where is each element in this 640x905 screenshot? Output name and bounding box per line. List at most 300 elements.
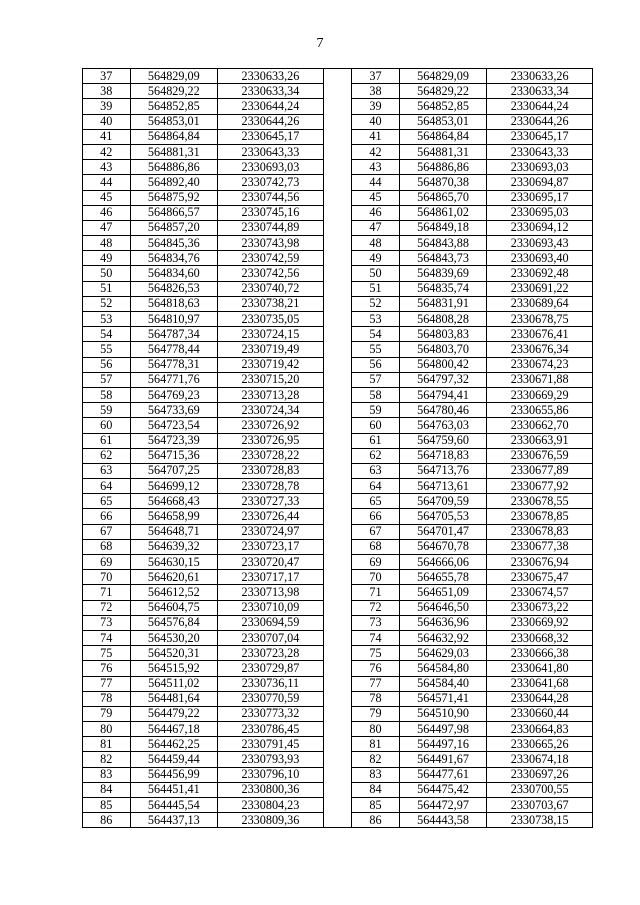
right-point-number-cell: 42: [352, 144, 400, 159]
left-y-coordinate-cell: 2330742,56: [218, 266, 324, 281]
right-y-coordinate-cell: 2330694,12: [487, 220, 593, 235]
right-x-coordinate-cell: 564497,98: [399, 722, 487, 737]
table-row: [83, 327, 593, 342]
right-y-coordinate-cell: 2330697,26: [487, 767, 593, 782]
left-x-coordinate-cell: 564479,22: [130, 706, 218, 721]
left-x-coordinate-cell: 564875,92: [130, 190, 218, 205]
right-y-coordinate-cell: 2330692,48: [487, 266, 593, 281]
table-row: [83, 585, 593, 600]
left-x-coordinate-cell: 564866,57: [130, 205, 218, 220]
right-y-coordinate-cell: 2330633,34: [487, 84, 593, 99]
right-point-number-cell: 37: [352, 69, 400, 84]
left-y-coordinate-cell: 2330735,05: [218, 312, 324, 327]
left-y-coordinate-cell: 2330717,17: [218, 570, 324, 585]
left-point-number-cell: 37: [83, 69, 131, 84]
right-y-coordinate-cell: 2330665,26: [487, 737, 593, 752]
column-gap: [323, 646, 352, 661]
left-y-coordinate-cell: 2330713,28: [218, 387, 324, 402]
left-y-coordinate-cell: 2330728,83: [218, 463, 324, 478]
right-y-coordinate-cell: 2330668,32: [487, 630, 593, 645]
table-row: [83, 767, 593, 782]
left-y-coordinate-cell: 2330693,03: [218, 160, 324, 175]
right-point-number-cell: 76: [352, 661, 400, 676]
right-y-coordinate-cell: 2330678,75: [487, 312, 593, 327]
right-y-coordinate-cell: 2330671,88: [487, 372, 593, 387]
table-row: [83, 99, 593, 114]
left-point-number-cell: 52: [83, 296, 131, 311]
column-gap: [323, 630, 352, 645]
table-row: [83, 494, 593, 509]
table-row: [83, 676, 593, 691]
column-gap: [323, 342, 352, 357]
right-point-number-cell: 53: [352, 312, 400, 327]
left-point-number-cell: 45: [83, 190, 131, 205]
right-point-number-cell: 60: [352, 418, 400, 433]
left-y-coordinate-cell: 2330633,34: [218, 84, 324, 99]
column-gap: [323, 84, 352, 99]
column-gap: [323, 433, 352, 448]
left-x-coordinate-cell: 564576,84: [130, 615, 218, 630]
table-row: [83, 752, 593, 767]
column-gap: [323, 220, 352, 235]
right-point-number-cell: 71: [352, 585, 400, 600]
right-y-coordinate-cell: 2330677,92: [487, 479, 593, 494]
column-gap: [323, 524, 352, 539]
right-point-number-cell: 46: [352, 205, 400, 220]
table-row: [83, 479, 593, 494]
column-gap: [323, 798, 352, 813]
right-point-number-cell: 39: [352, 99, 400, 114]
column-gap: [323, 160, 352, 175]
column-gap: [323, 190, 352, 205]
right-point-number-cell: 43: [352, 160, 400, 175]
left-point-number-cell: 86: [83, 813, 131, 828]
right-point-number-cell: 79: [352, 706, 400, 721]
left-x-coordinate-cell: 564733,69: [130, 403, 218, 418]
right-y-coordinate-cell: 2330644,26: [487, 114, 593, 129]
right-y-coordinate-cell: 2330676,41: [487, 327, 593, 342]
left-point-number-cell: 67: [83, 524, 131, 539]
left-point-number-cell: 63: [83, 463, 131, 478]
left-y-coordinate-cell: 2330729,87: [218, 661, 324, 676]
left-y-coordinate-cell: 2330740,72: [218, 281, 324, 296]
right-x-coordinate-cell: 564759,60: [399, 433, 487, 448]
right-y-coordinate-cell: 2330693,40: [487, 251, 593, 266]
right-point-number-cell: 72: [352, 600, 400, 615]
right-y-coordinate-cell: 2330674,57: [487, 585, 593, 600]
column-gap: [323, 69, 352, 84]
column-gap: [323, 266, 352, 281]
right-point-number-cell: 86: [352, 813, 400, 828]
right-point-number-cell: 57: [352, 372, 400, 387]
left-point-number-cell: 54: [83, 327, 131, 342]
left-point-number-cell: 47: [83, 220, 131, 235]
right-point-number-cell: 49: [352, 251, 400, 266]
left-y-coordinate-cell: 2330738,21: [218, 296, 324, 311]
right-x-coordinate-cell: 564864,84: [399, 129, 487, 144]
table-row: [83, 296, 593, 311]
table-row: [83, 706, 593, 721]
left-point-number-cell: 46: [83, 205, 131, 220]
right-x-coordinate-cell: 564709,59: [399, 494, 487, 509]
right-x-coordinate-cell: 564829,22: [399, 84, 487, 99]
left-x-coordinate-cell: 564826,53: [130, 281, 218, 296]
right-point-number-cell: 45: [352, 190, 400, 205]
right-x-coordinate-cell: 564510,90: [399, 706, 487, 721]
left-y-coordinate-cell: 2330728,22: [218, 448, 324, 463]
right-point-number-cell: 81: [352, 737, 400, 752]
right-point-number-cell: 38: [352, 84, 400, 99]
right-x-coordinate-cell: 564629,03: [399, 646, 487, 661]
right-y-coordinate-cell: 2330666,38: [487, 646, 593, 661]
left-y-coordinate-cell: 2330707,04: [218, 630, 324, 645]
column-gap: [323, 494, 352, 509]
right-y-coordinate-cell: 2330700,55: [487, 782, 593, 797]
right-x-coordinate-cell: 564666,06: [399, 555, 487, 570]
left-point-number-cell: 56: [83, 357, 131, 372]
right-y-coordinate-cell: 2330695,17: [487, 190, 593, 205]
table-row: [83, 570, 593, 585]
left-x-coordinate-cell: 564852,85: [130, 99, 218, 114]
right-y-coordinate-cell: 2330655,86: [487, 403, 593, 418]
right-point-number-cell: 64: [352, 479, 400, 494]
column-gap: [323, 114, 352, 129]
left-point-number-cell: 40: [83, 114, 131, 129]
right-point-number-cell: 40: [352, 114, 400, 129]
left-x-coordinate-cell: 564818,63: [130, 296, 218, 311]
left-point-number-cell: 74: [83, 630, 131, 645]
left-y-coordinate-cell: 2330796,10: [218, 767, 324, 782]
right-point-number-cell: 85: [352, 798, 400, 813]
right-x-coordinate-cell: 564584,40: [399, 676, 487, 691]
column-gap: [323, 129, 352, 144]
left-x-coordinate-cell: 564787,34: [130, 327, 218, 342]
table-row: [83, 555, 593, 570]
table-row: [83, 387, 593, 402]
right-x-coordinate-cell: 564870,38: [399, 175, 487, 190]
right-point-number-cell: 55: [352, 342, 400, 357]
right-x-coordinate-cell: 564651,09: [399, 585, 487, 600]
right-x-coordinate-cell: 564491,67: [399, 752, 487, 767]
left-point-number-cell: 49: [83, 251, 131, 266]
left-point-number-cell: 60: [83, 418, 131, 433]
left-x-coordinate-cell: 564707,25: [130, 463, 218, 478]
right-x-coordinate-cell: 564800,42: [399, 357, 487, 372]
column-gap: [323, 296, 352, 311]
right-x-coordinate-cell: 564571,41: [399, 691, 487, 706]
column-gap: [323, 600, 352, 615]
table-row: [83, 342, 593, 357]
left-y-coordinate-cell: 2330809,36: [218, 813, 324, 828]
table-row: [83, 205, 593, 220]
left-point-number-cell: 42: [83, 144, 131, 159]
right-y-coordinate-cell: 2330676,59: [487, 448, 593, 463]
table-row: [83, 144, 593, 159]
right-point-number-cell: 56: [352, 357, 400, 372]
right-x-coordinate-cell: 564839,69: [399, 266, 487, 281]
right-x-coordinate-cell: 564803,70: [399, 342, 487, 357]
table-row: [83, 251, 593, 266]
column-gap: [323, 312, 352, 327]
column-gap: [323, 99, 352, 114]
left-x-coordinate-cell: 564771,76: [130, 372, 218, 387]
table-row: [83, 372, 593, 387]
right-point-number-cell: 62: [352, 448, 400, 463]
right-y-coordinate-cell: 2330644,28: [487, 691, 593, 706]
table-row: [83, 175, 593, 190]
table-row: [83, 630, 593, 645]
left-y-coordinate-cell: 2330745,16: [218, 205, 324, 220]
right-x-coordinate-cell: 564475,42: [399, 782, 487, 797]
right-y-coordinate-cell: 2330694,87: [487, 175, 593, 190]
column-gap: [323, 463, 352, 478]
right-y-coordinate-cell: 2330678,85: [487, 509, 593, 524]
left-x-coordinate-cell: 564620,61: [130, 570, 218, 585]
table-row: [83, 782, 593, 797]
left-point-number-cell: 44: [83, 175, 131, 190]
right-point-number-cell: 63: [352, 463, 400, 478]
left-point-number-cell: 43: [83, 160, 131, 175]
column-gap: [323, 691, 352, 706]
left-x-coordinate-cell: 564723,54: [130, 418, 218, 433]
column-gap: [323, 281, 352, 296]
right-y-coordinate-cell: 2330663,91: [487, 433, 593, 448]
right-point-number-cell: 59: [352, 403, 400, 418]
column-gap: [323, 509, 352, 524]
left-point-number-cell: 53: [83, 312, 131, 327]
left-point-number-cell: 61: [83, 433, 131, 448]
left-y-coordinate-cell: 2330770,59: [218, 691, 324, 706]
left-y-coordinate-cell: 2330742,73: [218, 175, 324, 190]
left-x-coordinate-cell: 564658,99: [130, 509, 218, 524]
left-y-coordinate-cell: 2330773,32: [218, 706, 324, 721]
left-point-number-cell: 39: [83, 99, 131, 114]
left-x-coordinate-cell: 564892,40: [130, 175, 218, 190]
left-point-number-cell: 51: [83, 281, 131, 296]
table-row: [83, 539, 593, 554]
table-row: [83, 509, 593, 524]
right-y-coordinate-cell: 2330678,83: [487, 524, 593, 539]
column-gap: [323, 752, 352, 767]
left-point-number-cell: 38: [83, 84, 131, 99]
column-gap: [323, 479, 352, 494]
column-gap: [323, 539, 352, 554]
right-y-coordinate-cell: 2330691,22: [487, 281, 593, 296]
right-x-coordinate-cell: 564843,88: [399, 236, 487, 251]
right-point-number-cell: 65: [352, 494, 400, 509]
table-row: [83, 69, 593, 84]
column-gap: [323, 205, 352, 220]
table-row: [83, 722, 593, 737]
right-x-coordinate-cell: 564497,16: [399, 737, 487, 752]
right-point-number-cell: 50: [352, 266, 400, 281]
left-x-coordinate-cell: 564451,41: [130, 782, 218, 797]
left-y-coordinate-cell: 2330710,09: [218, 600, 324, 615]
column-gap: [323, 661, 352, 676]
right-point-number-cell: 61: [352, 433, 400, 448]
left-y-coordinate-cell: 2330744,56: [218, 190, 324, 205]
right-x-coordinate-cell: 564477,61: [399, 767, 487, 782]
column-gap: [323, 357, 352, 372]
right-y-coordinate-cell: 2330693,43: [487, 236, 593, 251]
table-row: [83, 448, 593, 463]
right-point-number-cell: 77: [352, 676, 400, 691]
left-point-number-cell: 73: [83, 615, 131, 630]
right-x-coordinate-cell: 564829,09: [399, 69, 487, 84]
left-x-coordinate-cell: 564864,84: [130, 129, 218, 144]
left-y-coordinate-cell: 2330724,34: [218, 403, 324, 418]
left-point-number-cell: 84: [83, 782, 131, 797]
table-row: [83, 114, 593, 129]
left-point-number-cell: 79: [83, 706, 131, 721]
table-row: [83, 220, 593, 235]
right-x-coordinate-cell: 564632,92: [399, 630, 487, 645]
left-point-number-cell: 83: [83, 767, 131, 782]
right-point-number-cell: 70: [352, 570, 400, 585]
left-y-coordinate-cell: 2330723,28: [218, 646, 324, 661]
left-x-coordinate-cell: 564530,20: [130, 630, 218, 645]
right-x-coordinate-cell: 564843,73: [399, 251, 487, 266]
column-gap: [323, 387, 352, 402]
right-point-number-cell: 78: [352, 691, 400, 706]
table-row: [83, 190, 593, 205]
column-gap: [323, 722, 352, 737]
right-point-number-cell: 66: [352, 509, 400, 524]
right-y-coordinate-cell: 2330673,22: [487, 600, 593, 615]
right-y-coordinate-cell: 2330644,24: [487, 99, 593, 114]
right-x-coordinate-cell: 564835,74: [399, 281, 487, 296]
column-gap: [323, 615, 352, 630]
table-row: [83, 798, 593, 813]
left-x-coordinate-cell: 564829,09: [130, 69, 218, 84]
right-point-number-cell: 54: [352, 327, 400, 342]
right-x-coordinate-cell: 564797,32: [399, 372, 487, 387]
column-gap: [323, 175, 352, 190]
right-y-coordinate-cell: 2330703,67: [487, 798, 593, 813]
right-y-coordinate-cell: 2330677,38: [487, 539, 593, 554]
left-x-coordinate-cell: 564604,75: [130, 600, 218, 615]
left-y-coordinate-cell: 2330743,98: [218, 236, 324, 251]
left-point-number-cell: 66: [83, 509, 131, 524]
left-y-coordinate-cell: 2330719,42: [218, 357, 324, 372]
left-point-number-cell: 64: [83, 479, 131, 494]
right-x-coordinate-cell: 564705,53: [399, 509, 487, 524]
right-point-number-cell: 44: [352, 175, 400, 190]
right-x-coordinate-cell: 564794,41: [399, 387, 487, 402]
left-x-coordinate-cell: 564515,92: [130, 661, 218, 676]
right-y-coordinate-cell: 2330674,23: [487, 357, 593, 372]
right-x-coordinate-cell: 564670,78: [399, 539, 487, 554]
left-point-number-cell: 41: [83, 129, 131, 144]
left-x-coordinate-cell: 564810,97: [130, 312, 218, 327]
right-x-coordinate-cell: 564763,03: [399, 418, 487, 433]
left-y-coordinate-cell: 2330724,97: [218, 524, 324, 539]
right-y-coordinate-cell: 2330678,55: [487, 494, 593, 509]
column-gap: [323, 782, 352, 797]
table-row: [83, 615, 593, 630]
left-point-number-cell: 58: [83, 387, 131, 402]
right-y-coordinate-cell: 2330669,29: [487, 387, 593, 402]
left-y-coordinate-cell: 2330744,89: [218, 220, 324, 235]
right-point-number-cell: 68: [352, 539, 400, 554]
table-row: [83, 463, 593, 478]
left-x-coordinate-cell: 564778,44: [130, 342, 218, 357]
left-point-number-cell: 77: [83, 676, 131, 691]
left-point-number-cell: 57: [83, 372, 131, 387]
column-gap: [323, 448, 352, 463]
left-x-coordinate-cell: 564437,13: [130, 813, 218, 828]
left-y-coordinate-cell: 2330633,26: [218, 69, 324, 84]
right-y-coordinate-cell: 2330664,83: [487, 722, 593, 737]
left-point-number-cell: 70: [83, 570, 131, 585]
left-y-coordinate-cell: 2330643,33: [218, 144, 324, 159]
left-point-number-cell: 78: [83, 691, 131, 706]
left-x-coordinate-cell: 564715,36: [130, 448, 218, 463]
column-gap: [323, 813, 352, 828]
left-point-number-cell: 68: [83, 539, 131, 554]
right-y-coordinate-cell: 2330662,70: [487, 418, 593, 433]
left-point-number-cell: 48: [83, 236, 131, 251]
right-point-number-cell: 69: [352, 555, 400, 570]
table-row: [83, 661, 593, 676]
left-x-coordinate-cell: 564520,31: [130, 646, 218, 661]
left-x-coordinate-cell: 564630,15: [130, 555, 218, 570]
left-point-number-cell: 80: [83, 722, 131, 737]
table-row: [83, 600, 593, 615]
left-x-coordinate-cell: 564668,43: [130, 494, 218, 509]
left-y-coordinate-cell: 2330800,36: [218, 782, 324, 797]
right-x-coordinate-cell: 564852,85: [399, 99, 487, 114]
left-x-coordinate-cell: 564481,64: [130, 691, 218, 706]
right-x-coordinate-cell: 564861,02: [399, 205, 487, 220]
right-y-coordinate-cell: 2330641,80: [487, 661, 593, 676]
right-y-coordinate-cell: 2330677,89: [487, 463, 593, 478]
left-y-coordinate-cell: 2330736,11: [218, 676, 324, 691]
right-y-coordinate-cell: 2330645,17: [487, 129, 593, 144]
column-gap: [323, 767, 352, 782]
column-gap: [323, 570, 352, 585]
right-point-number-cell: 80: [352, 722, 400, 737]
right-x-coordinate-cell: 564849,18: [399, 220, 487, 235]
right-x-coordinate-cell: 564584,80: [399, 661, 487, 676]
column-gap: [323, 327, 352, 342]
right-x-coordinate-cell: 564443,58: [399, 813, 487, 828]
table-row: [83, 84, 593, 99]
left-x-coordinate-cell: 564829,22: [130, 84, 218, 99]
table-row: [83, 281, 593, 296]
left-point-number-cell: 59: [83, 403, 131, 418]
right-y-coordinate-cell: 2330660,44: [487, 706, 593, 721]
table-row: [83, 524, 593, 539]
right-point-number-cell: 83: [352, 767, 400, 782]
left-y-coordinate-cell: 2330644,26: [218, 114, 324, 129]
left-y-coordinate-cell: 2330715,20: [218, 372, 324, 387]
right-x-coordinate-cell: 564655,78: [399, 570, 487, 585]
left-point-number-cell: 55: [83, 342, 131, 357]
right-x-coordinate-cell: 564718,83: [399, 448, 487, 463]
column-gap: [323, 236, 352, 251]
right-point-number-cell: 58: [352, 387, 400, 402]
right-point-number-cell: 74: [352, 630, 400, 645]
column-gap: [323, 418, 352, 433]
right-x-coordinate-cell: 564780,46: [399, 403, 487, 418]
column-gap: [323, 737, 352, 752]
right-x-coordinate-cell: 564713,76: [399, 463, 487, 478]
table-row: [83, 813, 593, 828]
left-x-coordinate-cell: 564511,02: [130, 676, 218, 691]
left-x-coordinate-cell: 564462,25: [130, 737, 218, 752]
right-x-coordinate-cell: 564886,86: [399, 160, 487, 175]
